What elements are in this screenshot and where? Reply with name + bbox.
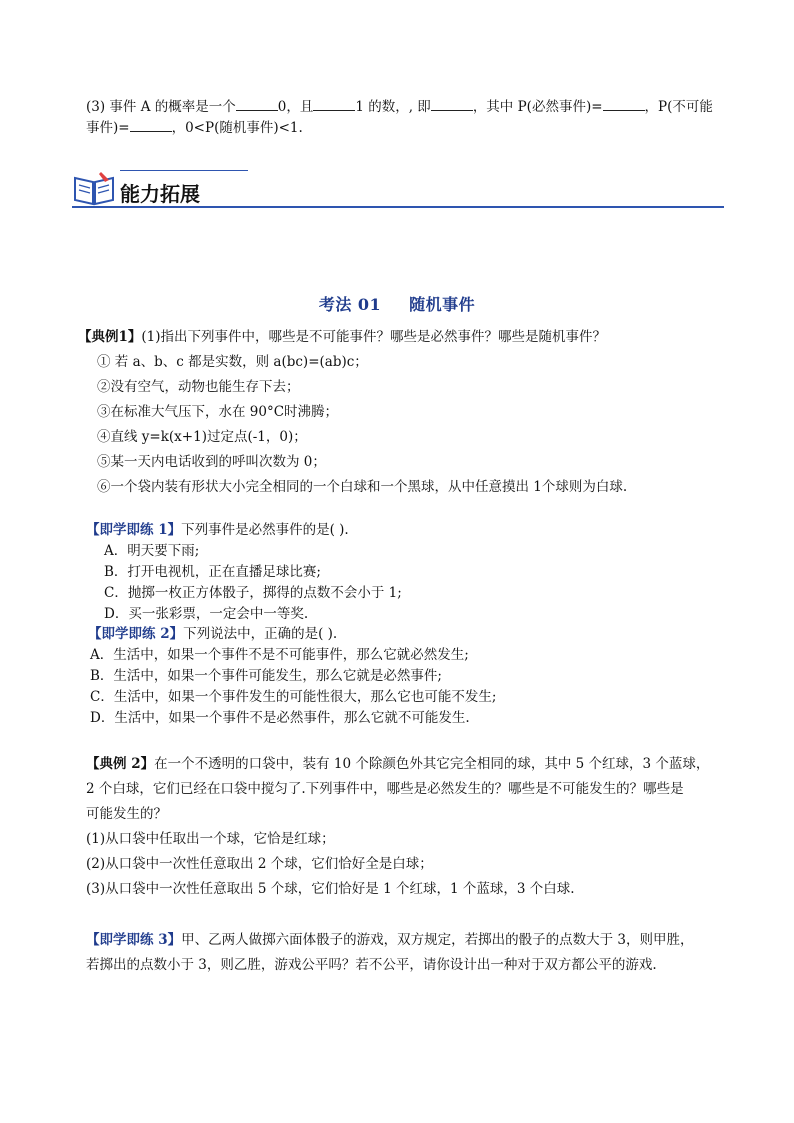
practice-question-text: 下列说法中，正确的是( ). xyxy=(183,626,338,642)
question-text: 1 的数，, 即 xyxy=(355,99,431,115)
example-1-question xyxy=(78,327,606,347)
practice-2-question xyxy=(88,624,337,644)
example-1-item: ④直线 y=k(x+1)过定点(-1，0)； xyxy=(97,429,307,445)
example-2-line-2: 2 个白球，它们已经在口袋中搅匀了.下列事件中，哪些是必然发生的？哪些是不可能发生的？哪些是 xyxy=(86,781,684,797)
practice-tag: 【即学即练 2】 xyxy=(88,626,184,642)
answer-blank[interactable] xyxy=(431,96,473,111)
practice-2-option: C．生活中，如果一个事件发生的可能性很大，那么它也可能不发生; xyxy=(90,689,497,705)
answer-blank[interactable] xyxy=(603,96,645,111)
practice-2-option: D．生活中，如果一个事件不是必然事件，那么它就不可能发生. xyxy=(90,710,470,726)
practice-3-line-1 xyxy=(86,930,693,950)
practice-tag: 【即学即练 3】 xyxy=(86,932,182,948)
example-1-item: ① 若 a、b、c 都是实数，则 a(bc)=(ab)c； xyxy=(97,354,368,370)
example-tag: 【典例 2】 xyxy=(86,756,155,772)
example-1-item: ②没有空气，动物也能生存下去； xyxy=(97,379,300,395)
practice-2-option: B．生活中，如果一个事件可能发生，那么它就是必然事件; xyxy=(90,668,442,684)
practice-tag: 【即学即练 1】 xyxy=(86,522,182,538)
practice-question-text: 下列事件是必然事件的是( ). xyxy=(181,522,349,538)
example-2-item: (2)从口袋中一次性任意取出 2 个球，它们恰好全是白球； xyxy=(86,856,433,872)
example-text: 在一个不透明的口袋中，装有 10 个除颜色外其它完全相同的球，其中 5 个红球，3 个蓝球， xyxy=(154,756,710,772)
example-tag: 【典例1】 xyxy=(78,329,142,345)
practice-1-option: D．买一张彩票，一定会中一等奖. xyxy=(104,606,309,622)
example-question-text: (1)指出下列事件中，哪些是不可能事件？哪些是必然事件？哪些是随机事件？ xyxy=(141,329,607,345)
header-overline xyxy=(120,170,248,171)
question-3-line-1 xyxy=(86,96,713,117)
section-name: 随机事件 xyxy=(409,295,476,314)
example-1-item: ⑤某一天内电话收到的呼叫次数为 0； xyxy=(97,454,326,470)
question-text: (3) 事件 A 的概率是一个 xyxy=(86,99,236,115)
question-text: 0，且 xyxy=(277,99,314,115)
example-2-item: (3)从口袋中一次性任意取出 5 个球，它们恰好是 1 个红球，1 个蓝球，3 个白球. xyxy=(86,881,575,897)
question-3-line-2 xyxy=(86,117,303,138)
example-2-item: (1)从口袋中任取出一个球，它恰是红球； xyxy=(86,831,335,847)
answer-blank[interactable] xyxy=(130,117,172,132)
practice-1-question xyxy=(86,520,349,540)
practice-2-option: A．生活中，如果一个事件不是不可能事件，那么它就必然发生; xyxy=(90,647,469,663)
section-header xyxy=(72,168,724,210)
section-header-title: 能力拓展 xyxy=(120,182,200,206)
section-title xyxy=(0,292,794,315)
example-1-item: ⑥一个袋内装有形状大小完全相同的一个白球和一个黑球，从中任意摸出 1个球则为白球. xyxy=(97,479,628,495)
practice-text: 甲、乙两人做掷六面体骰子的游戏，双方规定，若掷出的骰子的点数大于 3，则甲胜， xyxy=(181,932,694,948)
practice-1-option: A．明天要下雨; xyxy=(104,543,200,559)
practice-1-option: B．打开电视机，正在直播足球比赛; xyxy=(104,564,321,580)
practice-3-line-2: 若掷出的点数小于 3，则乙胜，游戏公平吗？若不公平，请你设计出一种对于双方都公平的游戏. xyxy=(86,957,657,973)
practice-1-option: C．抛掷一枚正方体骰子，掷得的点数不会小于 1; xyxy=(104,585,402,601)
question-text: ，0<P(随机事件)<1. xyxy=(171,120,303,136)
answer-blank[interactable] xyxy=(313,96,355,111)
question-text: ，其中 P(必然事件)= xyxy=(472,99,603,115)
example-2-line-3: 可能发生的？ xyxy=(86,806,167,822)
header-rule xyxy=(72,206,724,208)
question-text: 事件)= xyxy=(86,120,130,136)
question-text: ，P(不可能 xyxy=(644,99,713,115)
answer-blank[interactable] xyxy=(236,96,278,111)
example-1-item: ③在标准大气压下，水在 90°C时沸腾； xyxy=(97,404,339,420)
book-icon xyxy=(72,170,116,206)
example-2-line-1 xyxy=(86,754,709,774)
section-code: 考法 01 xyxy=(318,295,382,314)
